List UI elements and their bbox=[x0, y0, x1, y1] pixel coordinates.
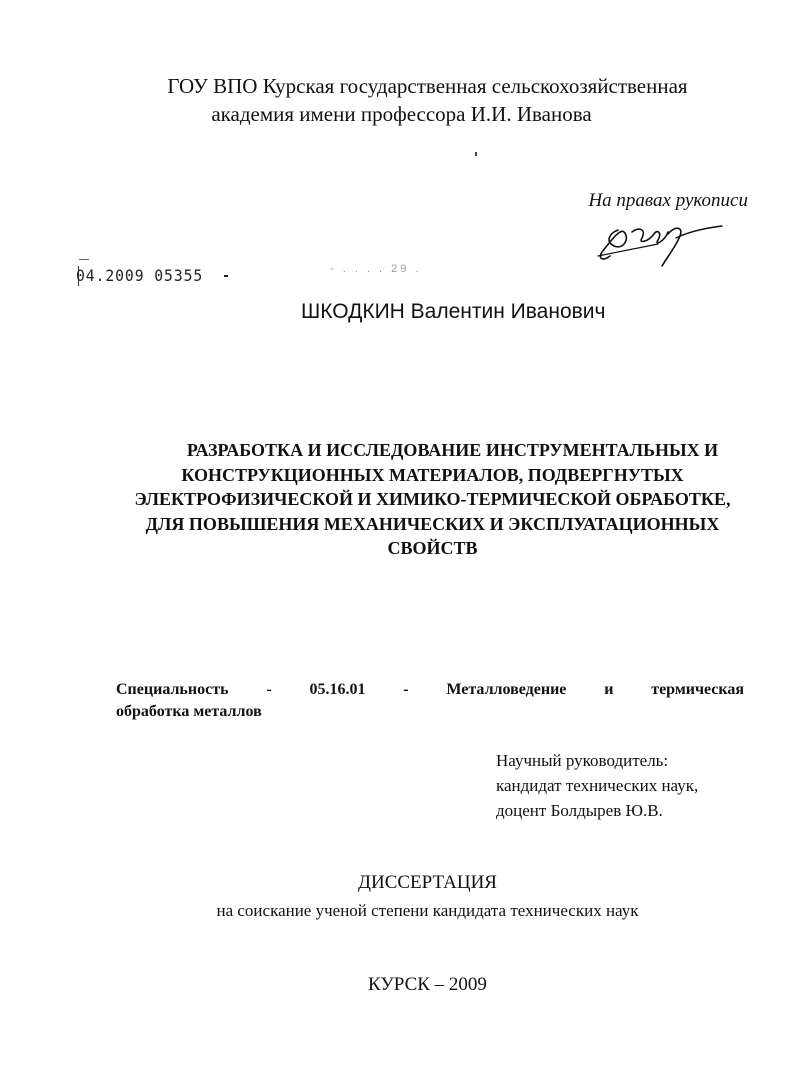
topic-line: СВОЙСТВ bbox=[387, 538, 478, 558]
specialty-code: 05.16.01 bbox=[309, 681, 366, 698]
handwritten-signature bbox=[588, 212, 728, 272]
topic-line: ДЛЯ ПОВЫШЕНИЯ МЕХАНИЧЕСКИХ И ЭКСПЛУАТАЦИОННЫХ bbox=[145, 513, 720, 534]
regnum-dot bbox=[224, 275, 228, 277]
institution-line-1: ГОУ ВПО Курская государственная сельскохозяйственная bbox=[167, 74, 688, 98]
specialty-block bbox=[116, 679, 744, 723]
dissertation-heading: ДИССЕРТАЦИЯ bbox=[358, 872, 497, 893]
supervisor-label: Научный руководитель: bbox=[496, 751, 669, 770]
city-year: КУРСК – 2009 bbox=[368, 974, 487, 995]
supervisor-block bbox=[496, 748, 698, 823]
specialty-word: и bbox=[604, 681, 614, 698]
supervisor-degree: кандидат технических наук, bbox=[496, 776, 699, 795]
specialty-line-1 bbox=[116, 679, 744, 701]
manuscript-rights-label: На правах рукописи bbox=[588, 190, 748, 211]
specialty-word: Металловедение bbox=[446, 681, 567, 698]
faint-stamp-marks bbox=[330, 260, 450, 276]
specialty-word: термическая bbox=[651, 681, 744, 698]
specialty-line-2: обработка металлов bbox=[116, 703, 262, 720]
registration-number: 04.2009 05355 bbox=[76, 266, 204, 285]
author-name: ШКОДКИН Валентин Иванович bbox=[301, 300, 606, 323]
topic-line: КОНСТРУКЦИОННЫХ МАТЕРИАЛОВ, ПОДВЕРГНУТЫХ bbox=[181, 464, 684, 485]
specialty-label: Специальность bbox=[116, 681, 229, 698]
specialty-dash: - bbox=[403, 681, 409, 698]
faint-stamp-text: - . . . . 29 . bbox=[330, 263, 422, 275]
topic-line: ЭЛЕКТРОФИЗИЧЕСКОЙ И ХИМИКО-ТЕРМИЧЕСКОЙ ОБРАБОТКЕ, bbox=[134, 489, 731, 509]
institution-line-2: академия имени профессора И.И. Иванова bbox=[211, 102, 592, 126]
supervisor-name: доцент Болдырев Ю.В. bbox=[496, 801, 663, 820]
dissertation-subtitle: на соискание ученой степени кандидата технических наук bbox=[216, 901, 639, 920]
specialty-dash: - bbox=[266, 681, 272, 698]
dissertation-topic bbox=[100, 438, 765, 561]
regnum-tick bbox=[79, 259, 89, 260]
scan-speck bbox=[475, 152, 477, 156]
topic-line: РАЗРАБОТКА И ИССЛЕДОВАНИЕ ИНСТРУМЕНТАЛЬНЫХ И bbox=[186, 440, 719, 460]
